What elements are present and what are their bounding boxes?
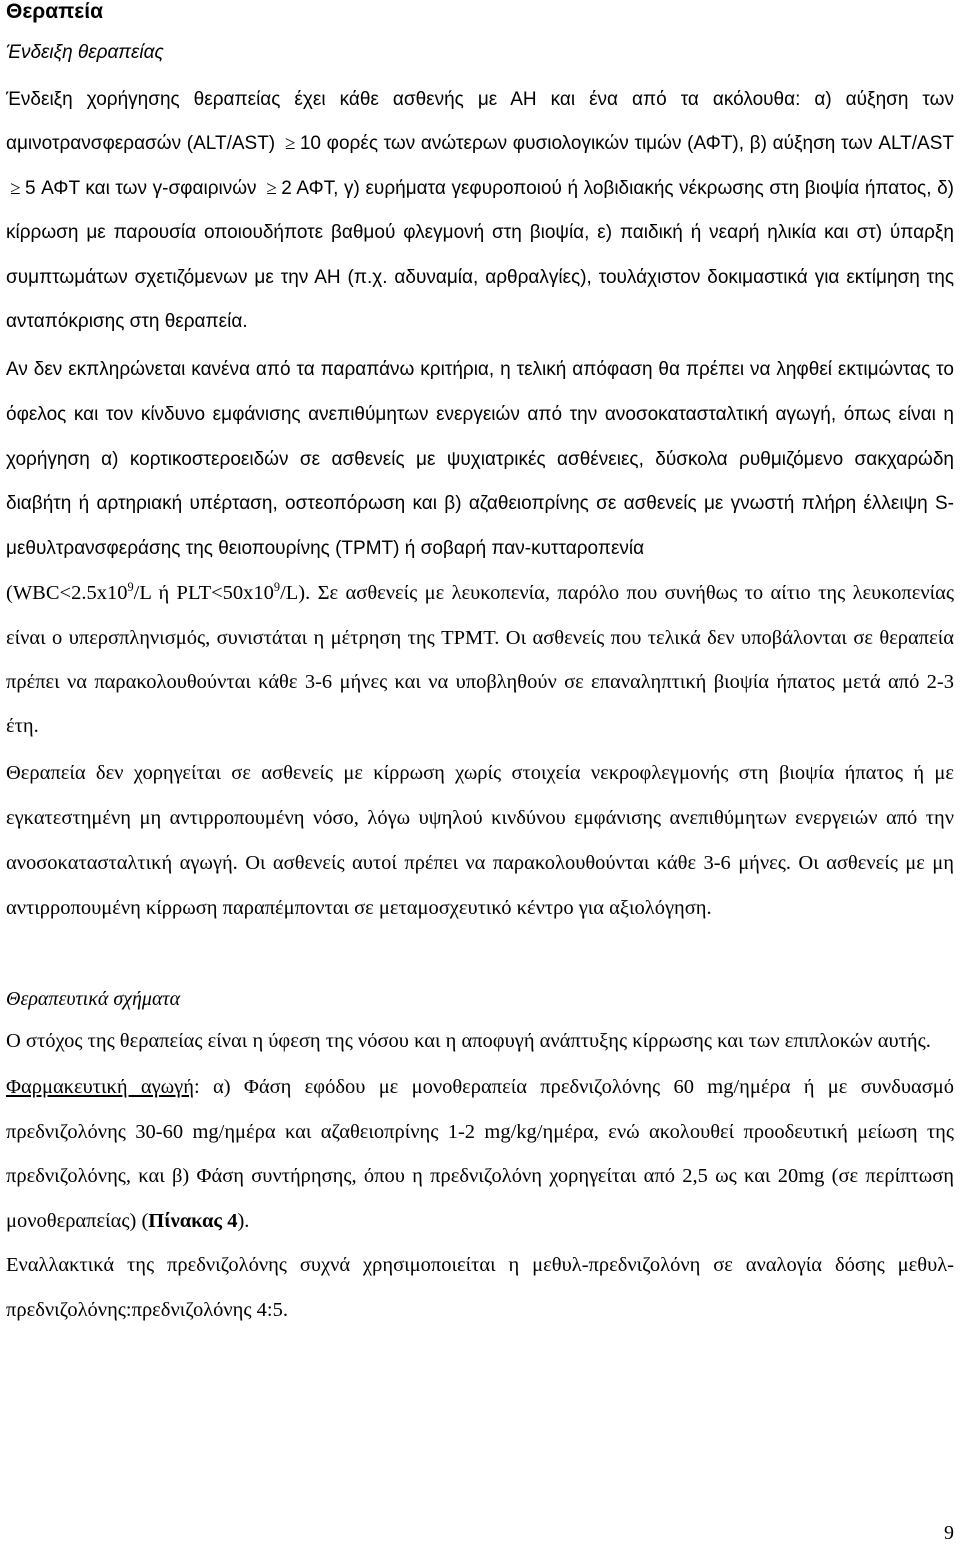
page-title: Θεραπεία [6, 0, 103, 23]
regimens-paragraph-3: Εναλλακτικά της πρεδνιζολόνης συχνά χρησιμοποιείται η μεθυλ-πρεδνιζολόνη σε αναλογία δόσης μεθυλ-πρεδνιζολόνης:πρεδνιζολόνης 4:5. [6, 1254, 954, 1321]
indication-paragraph-2: Αν δεν εκπληρώνεται κανένα από τα παραπάνω κριτήρια, η τελική απόφαση θα πρέπει να ληφθεί εκτιμώντας το όφελος και τον κίνδυνο εμφάνισης ανεπιθύμητων ενεργειών από την ανοσοκατασταλτική αγωγή, όπως είναι η χορήγηση α) κορτικοστεροειδών σε ασθενείς με ψυχιατρικές ασθένειες, δύσκολα ρυθμιζόμενο σακχαρώδη διαβήτη ή αρτηριακή υπέρταση, οστεοπόρωση και β) αζαθειοπρίνης σε ασθενείς με γνωστή πλήρη έλλειψη S-μεθυλτρανσφεράσης της θειοπουρίνης (TPMT) ή σοβαρή παν-κυτταροπενία [6, 359, 954, 559]
pharmacological-treatment-label: Φαρμακευτική αγωγή [6, 1076, 194, 1099]
indication-heading: Ένδειξη θεραπείας [6, 42, 164, 63]
page-number: 9 [944, 1522, 954, 1544]
document-page [6, 0, 954, 1332]
greater-equal-symbol: ≥ [10, 177, 21, 199]
regimens-paragraph-2: Φαρμακευτική αγωγή: α) Φάση εφόδου με μονοθεραπεία πρεδνιζολόνης 60 mg/ημέρα ή με συνδυασμό πρεδνιζολόνης 30-60 mg/ημέρα και αζαθειοπρίνης 1-2 mg/kg/ημέρα, ενώ ακολουθεί προοδευτική μείωση της πρεδνιζολόνης, και β) Φάση συντήρησης, όπου η πρεδνιζολόνη χορηγείται από 2,5 ως και 20mg (σε περίπτωση μονοθεραπείας) (Πίνακας 4). [6, 1076, 955, 1232]
regimens-paragraph-1: Ο στόχος της θεραπείας είναι η ύφεση της νόσου και η αποφυγή ανάπτυξης κίρρωσης και των επιπλοκών αυτής. [6, 1029, 931, 1052]
regimens-heading: Θεραπευτικά σχήματα [6, 987, 181, 1010]
greater-equal-symbol: ≥ [285, 133, 296, 155]
table-reference: Πίνακας 4 [148, 1209, 238, 1232]
indication-paragraph-4: Θεραπεία δεν χορηγείται σε ασθενείς με κίρρωση χωρίς στοιχεία νεκροφλεγμονής στη βιοψία ήπατος ή με εγκατεστημένη μη αντιρροπουμένη νόσο, λόγω υψηλού κινδύνου εμφάνισης ανεπιθύμητων ενεργειών από την ανοσοκατασταλτική αγωγή. Οι ασθενείς αυτοί πρέπει να παρακολουθούνται κάθε 3-6 μήνες. Οι ασθενείς με μη αντιρροπουμένη κίρρωση παραπέμπονται σε μεταμοσχευτικό κέντρο για αξιολόγηση. [6, 761, 954, 919]
indication-paragraph-1: Ένδειξη χορήγησης θεραπείας έχει κάθε ασθενής με ΑΗ και ένα από τα ακόλουθα: α) αύξηση των αμινοτρανσφερασών (ALT/AST) ≥ 10 φορές των ανώτερων φυσιολογικών τιμών (ΑΦΤ), β) αύξηση των ALT/AST ≥ 5 ΑΦΤ και των γ-σφαιρινών ≥ 2 ΑΦΤ, γ) ευρήματα γεφυροποιού ή λοβιδιακής νέκρωσης στη βιοψία ήπατος, δ) κίρρωση με παρουσία οποιουδήποτε βαθμού φλεγμονή στη βιοψία, ε) παιδική ή νεαρή ηλικία και στ) ύπαρξη συμπτωμάτων σχετιζόμενων με την ΑΗ (π.χ. αδυναμία, αρθραλγίες), τουλάχιστον δοκιμαστικά για εκτίμηση της ανταπόκρισης στη θεραπεία. [6, 89, 955, 333]
greater-equal-symbol: ≥ [266, 177, 277, 199]
indication-paragraph-3: ($WBC<2.5x10^9/L$ ή $PLT<50x10^9/L$). Σε ασθενείς με λευκοπενία, παρόλο που συνήθως το αίτιο της λευκοπενίας είναι ο υπερσπληνισμός, συνιστάται η μέτρηση της TPMT. Οι ασθενείς που τελικά δεν υποβάλονται σε θεραπεία πρέπει να παρακολουθούνται κάθε 3-6 μήνες και να υποβληθούν σε επαναληπτική βιοψία ήπατος μετά από 2-3 έτη. [6, 580, 954, 738]
